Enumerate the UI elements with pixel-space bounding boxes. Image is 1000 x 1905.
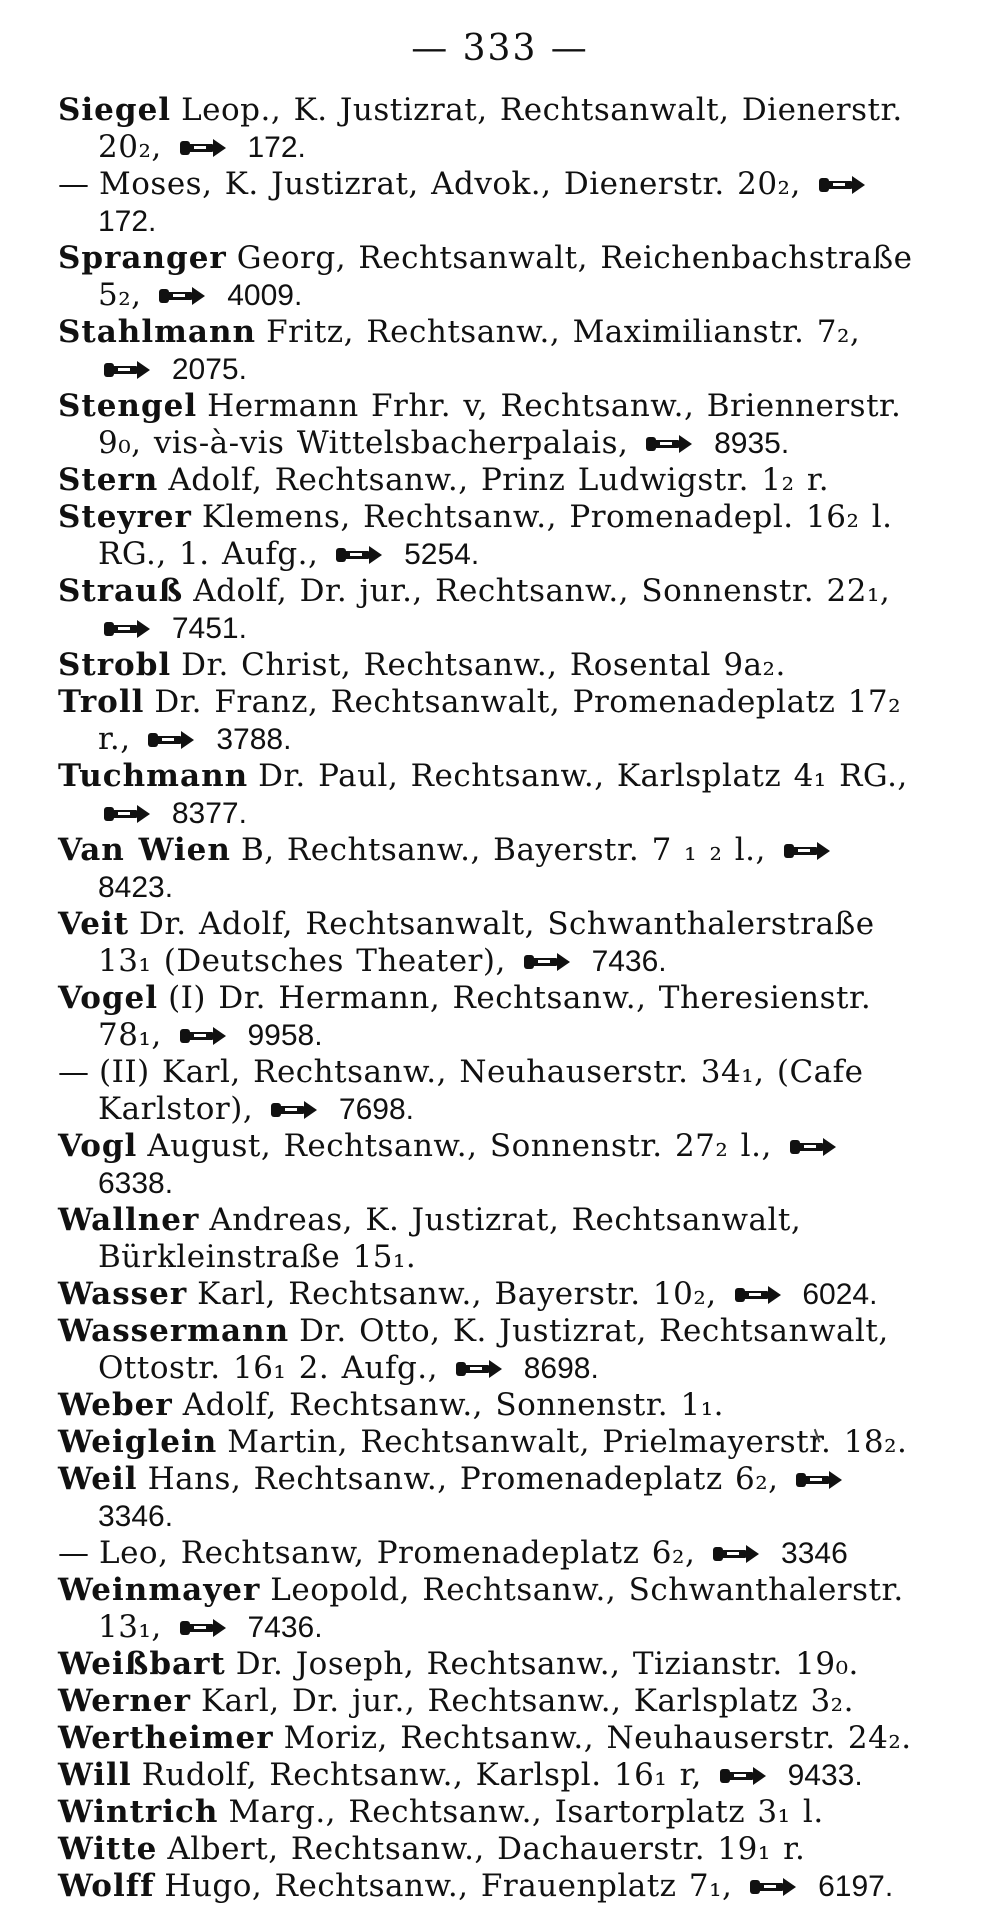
entry-details: Dr. Franz, Rechtsanwalt, Promenadeplatz 17₂ r., [98,684,902,757]
entry-details: Fritz, Rechtsanw., Maximilianstr. 7₂, [266,314,861,350]
directory-entry [58,1683,918,1720]
entry-phone-number: 3788. [216,723,292,756]
entry-details: Dr. Christ, Rechtsanw., Rosental 9a₂. [181,647,786,683]
directory-entry [58,758,918,832]
entry-details: Adolf, Rechtsanw., Sonnenstr. 1₁. [182,1387,725,1423]
directory-entry [58,832,918,906]
telephone-icon [157,284,207,308]
entry-name: Stengel [58,388,198,424]
directory-entry [58,499,918,573]
entry-details: Dr. Joseph, Rechtsanw., Tizianstr. 19₀. [235,1646,859,1682]
entry-name: Spranger [58,240,227,276]
entry-phone-number: 172. [247,131,306,164]
entry-name: Will [58,1757,132,1793]
telephone-icon [102,802,152,826]
entry-phone-number: 3346. [98,1500,174,1533]
entry-name: Vogel [58,980,159,1016]
directory-entry [58,462,918,499]
telephone-icon [178,1616,228,1640]
directory-entry [58,1424,918,1461]
entry-details: August, Rechtsanw., Sonnenstr. 27₂ l., [147,1128,772,1164]
directory-entry [58,1794,918,1831]
entry-phone-number: 2075. [171,353,247,386]
directory-entry [58,1202,918,1276]
entry-details: Leopold, Rechtsanw., Schwanthalerstr. 13₁, [98,1572,904,1645]
directory-entry [58,573,918,647]
telephone-icon [178,136,228,160]
directory-entry [58,1831,918,1868]
entry-phone-number: 6338. [98,1167,174,1200]
entry-details: Moses, K. Justizrat, Advok., Dienerstr. 20₂, [99,166,801,202]
telephone-icon [454,1357,504,1381]
entry-details: Hugo, Rechtsanw., Frauenplatz 7₁, [164,1868,733,1904]
directory-entry [58,1461,918,1535]
telephone-icon [269,1098,319,1122]
entry-details: Marg., Rechtsanw., Isartorplatz 3₁ l. [228,1794,824,1830]
page-number: — 333 — [411,28,589,69]
repeat-name-dash: — [58,166,89,202]
directory-entry [58,1868,918,1905]
entry-details: Moriz, Rechtsanw., Neuhauserstr. 24₂. [283,1720,912,1756]
entry-name: Siegel [58,92,172,128]
entry-name: Wassermann [58,1313,290,1349]
entry-name: Veit [58,906,130,942]
entry-details: Georg, Rechtsanwalt, Reichenbachstraße 5₂, [98,240,913,313]
telephone-icon [733,1283,783,1307]
directory-entry [58,647,918,684]
directory-entry [58,1572,918,1646]
entry-name: Vogl [58,1128,138,1164]
repeat-name-dash: — [58,1054,89,1090]
telephone-icon [748,1875,798,1899]
directory-entry [58,240,918,314]
entry-details: Dr. Paul, Rechtsanw., Karlsplatz 4₁ RG., [258,758,908,794]
telephone-icon [102,617,152,641]
entry-phone-number: 172. [98,205,157,238]
entry-details: Hans, Rechtsanw., Promenadeplatz 6₂, [147,1461,779,1497]
entry-details: Karl, Dr. jur., Rechtsanw., Karlsplatz 3₂. [200,1683,854,1719]
directory-entry [58,1646,918,1683]
directory-entry [58,166,918,240]
entry-name: Stern [58,462,159,498]
telephone-icon [334,543,384,567]
telephone-icon [788,1135,838,1159]
repeat-name-dash: — [58,1535,89,1571]
entry-name: Stahlmann [58,314,257,350]
entry-phone-number: 3346 [781,1537,848,1570]
directory-entry [58,314,918,388]
entry-phone-number: 8698. [523,1352,599,1385]
directory-entry [58,684,918,758]
entry-name: Wintrich [58,1794,219,1830]
telephone-icon [817,173,867,197]
entry-name: Weil [58,1461,138,1497]
directory-entry [58,1387,918,1424]
telephone-icon [178,1024,228,1048]
entry-details: Dr. Adolf, Rechtsanwalt, Schwanthalerstraße 13₁ (Deutsches Theater), [98,906,875,979]
telephone-icon [522,950,572,974]
entry-phone-number: 9958. [247,1019,323,1052]
entry-name: Wasser [58,1276,188,1312]
entry-name: Strauß [58,573,184,609]
directory-entry [58,1313,918,1387]
entry-name: Wolff [58,1868,155,1904]
entry-details: Hermann Frhr. v, Rechtsanw., Briennerstr. 9₀, vis-à-vis Wittelsbacherpalais, [98,388,902,461]
entry-name: Weinmayer [58,1572,261,1608]
directory-entry [58,1128,918,1202]
telephone-icon [782,839,832,863]
entry-details: Albert, Rechtsanw., Dachauerstr. 19₁ r. [167,1831,806,1867]
entry-name: Troll [58,684,145,720]
entry-name: Weißbart [58,1646,226,1682]
entry-name: Weber [58,1387,173,1423]
entry-details: B, Rechtsanw., Bayerstr. 7 ₁ ₂ l., [240,832,766,868]
entry-details: Karl, Rechtsanw., Bayerstr. 10₂, [197,1276,717,1312]
entry-name: Wertheimer [58,1720,274,1756]
entry-phone-number: 4009. [227,279,303,312]
entry-details: Dr. Otto, K. Justizrat, Rechtsanwalt, Ottostr. 16₁ 2. Aufg., [98,1313,889,1386]
entry-name: Van Wien [58,832,231,868]
telephone-icon [711,1542,761,1566]
entry-phone-number: 6197. [818,1870,894,1903]
directory-entry [58,906,918,980]
telephone-icon [718,1764,768,1788]
telephone-icon [794,1468,844,1492]
entry-details: Leo, Rechtsanw, Promenadeplatz 6₂, [99,1535,696,1571]
entry-name: Werner [58,1683,191,1719]
entry-name: Strobl [58,647,172,683]
entry-details: Adolf, Dr. jur., Rechtsanw., Sonnenstr. 22₁, [193,573,891,609]
entry-details: (I) Dr. Hermann, Rechtsanw., Theresienstr. 78₁, [98,980,872,1053]
directory-entry [58,1720,918,1757]
entry-name: Steyrer [58,499,192,535]
entry-phone-number: 7436. [247,1611,323,1644]
entry-name: Tuchmann [58,758,249,794]
directory-entry [58,980,918,1054]
entry-details: Klemens, Rechtsanw., Promenadepl. 16₂ l. RG., 1. Aufg., [98,499,893,572]
entry-phone-number: 7436. [591,945,667,978]
entry-details: (II) Karl, Rechtsanw., Neuhauserstr. 34₁, (Cafe Karlstor), [98,1054,864,1127]
entry-details: Rudolf, Rechtsanw., Karlspl. 16₁ r, [141,1757,702,1793]
entry-phone-number: 8423. [98,871,174,904]
directory-entry [58,1054,918,1128]
directory-entry [58,388,918,462]
entry-name: Wallner [58,1202,200,1238]
entry-phone-number: 7698. [338,1093,414,1126]
entry-details: Adolf, Rechtsanw., Prinz Ludwigstr. 1₂ r. [168,462,830,498]
entry-phone-number: 6024. [802,1278,878,1311]
directory-entry [58,1276,918,1313]
entry-name: Witte [58,1831,158,1867]
directory-entry [58,1535,918,1572]
entry-phone-number: 7451. [171,612,247,645]
entry-name: Weiglein [58,1424,218,1460]
directory-entry [58,1757,918,1794]
entry-details: Martin, Rechtsanwalt, Prielmayerstr. 18₂. [227,1424,908,1460]
entry-phone-number: 9433. [787,1759,863,1792]
entry-phone-number: 8377. [171,797,247,830]
telephone-icon [146,728,196,752]
directory-entry [58,92,918,166]
entry-phone-number: 8935. [714,427,790,460]
entry-details: Leop., K. Justizrat, Rechtsanwalt, Dienerstr. 20₂, [98,92,903,165]
lawyer-directory-list [58,92,918,1905]
telephone-icon [102,358,152,382]
entry-details: Andreas, K. Justizrat, Rechtsanwalt, Bürkleinstraße 15₁. [98,1202,802,1275]
entry-phone-number: 5254. [404,538,480,571]
telephone-icon [644,432,694,456]
